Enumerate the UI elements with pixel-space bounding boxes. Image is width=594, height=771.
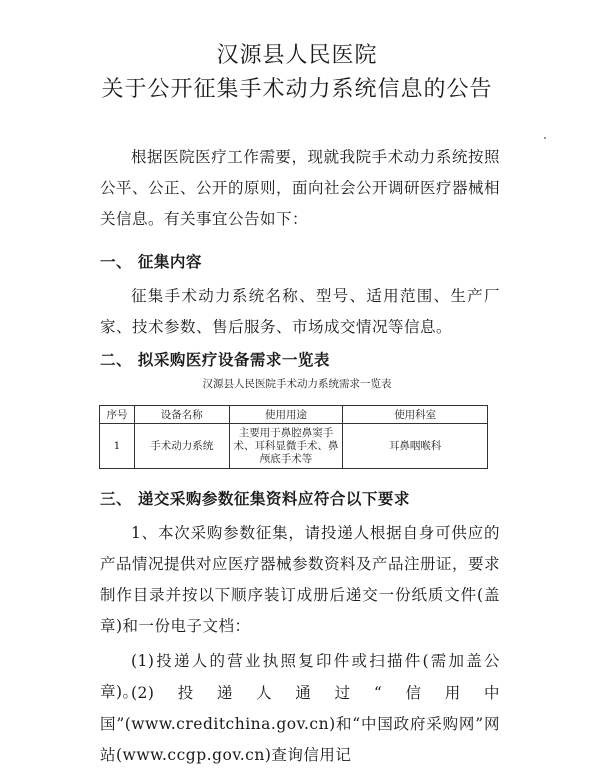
section1-heading: 一、 征集内容 [100, 252, 202, 271]
section2-heading: 二、 拟采购医疗设备需求一览表 [100, 350, 330, 369]
column-header-index: 序号 [100, 406, 135, 424]
section3-heading: 三、 递交采购参数征集资料应符合以下要求 [100, 489, 410, 508]
document-title-line2: 关于公开征集手术动力系统信息的公告 [101, 77, 493, 102]
section3-sub2: (2)投递人通过“信用中国”(www.creditchina.gov.cn)和“中国政府采购网”网站(www.ccgp.gov.cn)查询信用记 [100, 684, 500, 764]
table-caption: 汉源县人民医院手术动力系统需求一览表 [202, 378, 392, 390]
scan-speck [544, 137, 546, 139]
document-title-line1: 汉源县人民医院 [216, 43, 378, 68]
column-header-department: 使用科室 [343, 406, 488, 424]
cell-device: 手术动力系统 [134, 424, 229, 469]
section3-sub1: (1)投递人的营业执照复印件或扫描件(需加盖公章)。 [100, 652, 500, 701]
column-header-usage: 使用用途 [229, 406, 343, 424]
table-header-row [100, 406, 488, 424]
table-row [100, 424, 488, 469]
cell-department: 耳鼻咽喉科 [343, 424, 488, 469]
requirements-table [99, 405, 488, 469]
intro-paragraph: 根据医院医疗工作需要，现就我院手术动力系统按照公平、公正、公开的原则，面向社会公开调研医疗器械相关信息。有关事宜公告如下： [100, 148, 501, 228]
section3-item1: 1、本次采购参数征集，请投递人根据自身可供应的产品情况提供对应医疗器械参数资料及产品注册证，要求制作目录并按以下顺序装订成册后递交一份纸质文件(盖章)和一份电子文档： [100, 524, 501, 635]
cell-usage: 主要用于鼻腔鼻窦手术、耳科显微手术、鼻颅底手术等 [229, 424, 343, 469]
column-header-device: 设备名称 [134, 406, 229, 424]
section1-body: 征集手术动力系统名称、型号、适用范围、生产厂家、技术参数、售后服务、市场成交情况等信息。 [100, 287, 500, 336]
cell-index: 1 [100, 424, 135, 469]
